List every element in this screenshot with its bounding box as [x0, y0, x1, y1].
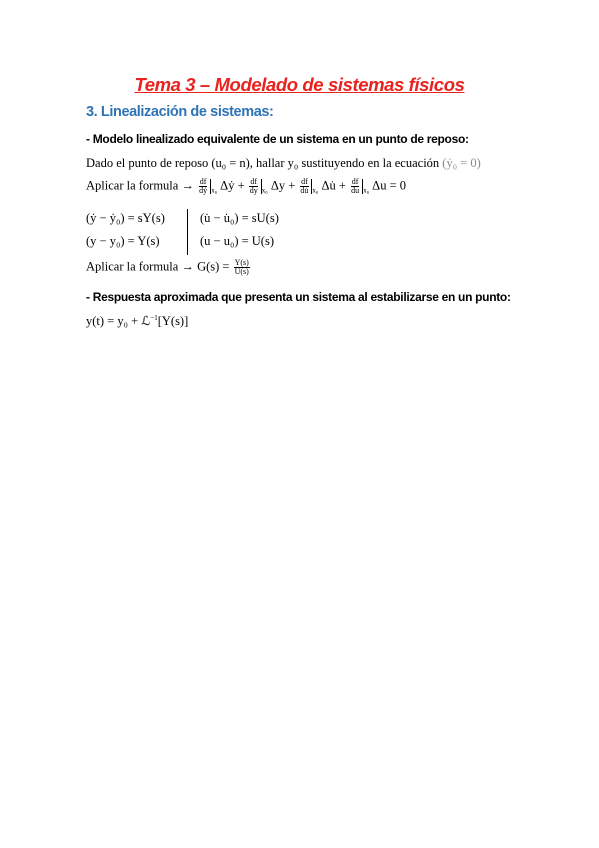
fraction-transfer-function: $\frac{Y(s)}{U(s)}$	[234, 258, 249, 276]
text-rest-point	[86, 156, 481, 171]
equation-left-1: (ẏ − ẏ₀) = sY(s)	[86, 211, 165, 225]
linearization-formula	[86, 178, 406, 195]
formula-arrow: →	[181, 178, 194, 193]
eval-point: x₀	[312, 186, 319, 195]
response-formula	[86, 313, 188, 329]
equation-right-2: (u − u₀) = U(s)	[200, 234, 274, 248]
fraction-df-du-dot: $\frac{df}{du̇}$	[300, 177, 309, 195]
transfer-function-formula	[86, 259, 251, 276]
term-2: Δy +	[270, 178, 296, 193]
term-4: Δu = 0	[372, 178, 407, 193]
subheading-linearized-model: - Modelo linealizado equivalente de un sistema en un punto de reposo:	[86, 132, 469, 146]
inverse-laplace-exponent: −1	[150, 314, 158, 322]
fraction-df-dy: $\frac{df}{dy}$	[249, 177, 258, 195]
term-3: Δu̇ +	[321, 178, 346, 193]
response-lhs: y(t) = y₀ + ℒ	[86, 314, 151, 328]
equation-left-2: (y − y₀) = Y(s)	[86, 234, 160, 248]
fraction-df-dy-dot: $\frac{df}{\text{dẏ}}$	[199, 177, 208, 195]
section-heading: 3. Linealización de sistemas:	[86, 104, 274, 120]
subheading-approx-response: - Respuesta aproximada que presenta un sistema al estabilizarse en un punto:	[86, 290, 511, 304]
vertical-separator	[187, 209, 188, 255]
formula2-lhs: G(s) =	[197, 259, 230, 274]
term-1: Δẏ +	[220, 178, 245, 193]
rest-point-condition: (ẏ₀ = 0)	[442, 156, 481, 170]
page-title: Tema 3 – Modelado de sistemas físicos	[134, 74, 465, 95]
formula2-prefix: Aplicar la formula	[86, 259, 179, 274]
fraction-df-du: $\frac{df}{du}$	[351, 177, 360, 195]
rest-point-text: Dado el punto de reposo (u₀ = n), hallar y₀ sustituyendo en la ecuación	[86, 156, 440, 170]
eval-point: x₀	[363, 186, 370, 195]
eval-point: x₀	[211, 186, 218, 195]
eval-point: x₀	[261, 186, 268, 195]
formula2-arrow: →	[181, 259, 194, 274]
equation-right-1: (u̇ − u̇₀) = sU(s)	[200, 211, 279, 225]
response-rhs: [Y(s)]	[157, 314, 189, 328]
formula-prefix: Aplicar la formula	[86, 178, 179, 193]
